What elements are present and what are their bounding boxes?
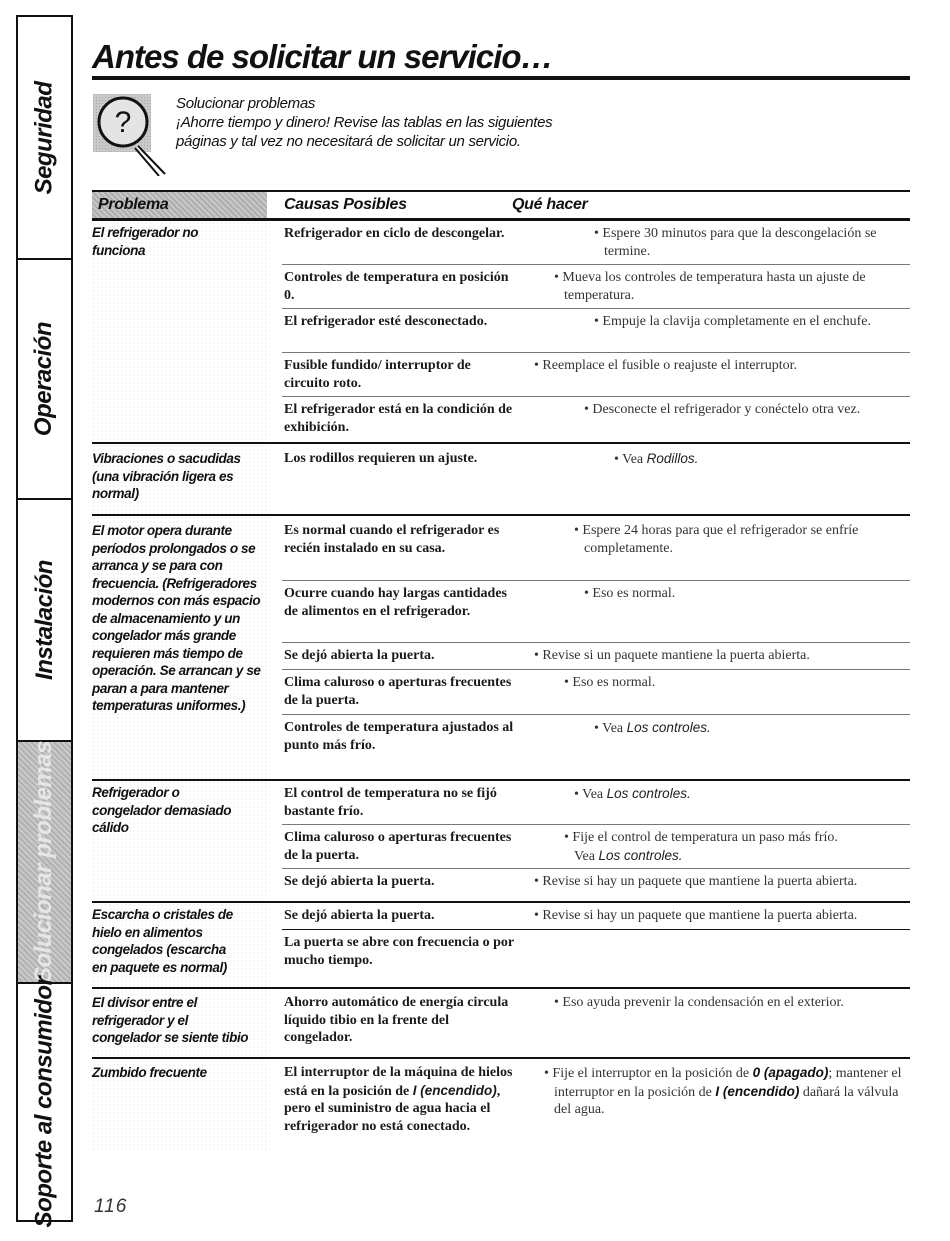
- action-text: dañará la válvula del agua.: [554, 1084, 899, 1117]
- title-rule: [92, 76, 910, 80]
- cause-cell: [282, 1064, 524, 1154]
- svg-text:?: ?: [114, 106, 132, 139]
- cause-cell: Clima caluroso o aperturas frecuentes de la puerta.: [284, 675, 512, 708]
- action-text: Desconecte el refrigerador y conéctelo otra vez.: [592, 402, 861, 417]
- cause-cell: Ocurre cuando hay largas cantidades de alimentos en el refrigerador.: [284, 586, 507, 619]
- problem-cell: El motor opera durante períodos prolongados o se arranca y se para con frecuencia. (Refrigeradores modernos con más espacio de almacenamiento y un congelador más grande requieren más tiempo de operación. Se arrancan y se paran a para mantener temperaturas uniformes.): [92, 516, 270, 779]
- action-text: Reemplace el fusible o reajuste el interruptor.: [542, 358, 798, 373]
- table-row: [282, 903, 910, 930]
- cause-cell: Se dejó abierta la puerta.: [284, 908, 435, 923]
- cause-cell: Controles de temperatura ajustados al punto más frío.: [284, 720, 514, 753]
- cause-cell: El refrigerador esté desconectado.: [284, 314, 488, 329]
- side-tab-navigation: [16, 15, 73, 1228]
- action-text: Espere 30 minutos para que la descongelación se termine.: [602, 226, 877, 259]
- side-tab-label: Operación: [30, 321, 58, 437]
- action-cell: • Espere 30 minutos para que la descongelación se termine.: [594, 226, 877, 259]
- cause-cell: Ahorro automático de energía circula líquido tibio en la frente del congelador.: [284, 995, 509, 1045]
- action-cell: • Revise si un paquete mantiene la puerta abierta.: [534, 648, 810, 663]
- action-cell: • Vea Los controles.: [594, 720, 711, 736]
- action-text: Mueva los controles de temperatura hasta un ajuste de temperatura.: [562, 270, 866, 303]
- table-row: [282, 670, 910, 715]
- side-tab-label: Seguridad: [30, 81, 58, 194]
- side-tab-solucionar-problemas[interactable]: [18, 742, 71, 984]
- switch-position-label: 0 (apagado): [752, 1065, 829, 1080]
- action-text: Empuje la clavija completamente en el enchufe.: [602, 314, 872, 329]
- action-cell: • Eso es normal.: [564, 675, 656, 690]
- cause-text: El interruptor de la máquina de hielos está en la posición de: [284, 1065, 513, 1099]
- action-text: Eso es normal.: [592, 586, 676, 601]
- intro-line: páginas y tal vez no necesitará de solicitar un servicio.: [176, 133, 521, 150]
- action-text: Vea: [582, 787, 607, 802]
- action-cell: • Desconecte el refrigerador y conéctelo otra vez.: [584, 402, 861, 417]
- table-row: [282, 781, 910, 825]
- troubleshooting-table: [92, 190, 910, 1151]
- action-text: Eso ayuda prevenir la condensación en el exterior.: [562, 995, 844, 1010]
- action-cell: • Eso ayuda prevenir la condensación en el exterior.: [554, 995, 844, 1010]
- problem-group: [92, 989, 910, 1059]
- problem-cell: Vibraciones o sacudidas (una vibración ligera es normal): [92, 444, 270, 514]
- table-row: [282, 581, 910, 643]
- problem-cell: Zumbido frecuente: [92, 1059, 270, 1151]
- cause-cell: Refrigerador en ciclo de descongelar.: [284, 226, 505, 241]
- action-text: Fije el interruptor en la posición de: [552, 1066, 753, 1081]
- side-tab-label: Instalación: [30, 560, 58, 680]
- page-number: 116: [94, 1196, 128, 1217]
- action-cell: • Fije el control de temperatura un paso más frío. Vea Los controles.: [564, 830, 838, 864]
- reference-link[interactable]: Los controles.: [626, 720, 711, 735]
- action-cell: • Fije el interruptor en la posición de 0 (apagado); mantener el interruptor en la posición de I (encendido) dañará la válvula del agua.: [544, 1065, 902, 1117]
- action-text: Vea: [622, 452, 647, 467]
- cause-cell: Los rodillos requieren un ajuste.: [284, 451, 478, 466]
- action-text: Espere 24 horas para que el refrigerador se enfríe completamente.: [582, 523, 859, 556]
- table-row: [282, 353, 910, 397]
- cause-text: , pero el suministro de agua hacia el refrigerador no está conectado.: [284, 1083, 501, 1134]
- table-row: [282, 221, 910, 265]
- action-cell: [519, 934, 910, 979]
- cause-cell: Se dejó abierta la puerta.: [284, 648, 435, 663]
- table-row: [282, 715, 910, 776]
- problem-group: [92, 1059, 910, 1151]
- switch-position-label: I (encendido): [715, 1083, 800, 1099]
- table-row: [282, 930, 910, 983]
- action-text: Revise si hay un paquete que mantiene la puerta abierta.: [542, 874, 858, 889]
- action-text: ; mantener el interruptor en la posición de: [554, 1066, 902, 1100]
- action-text: Eso es normal.: [572, 675, 656, 690]
- action-cell: • Reemplace el fusible o reajuste el interruptor.: [534, 358, 798, 373]
- problem-group: [92, 221, 910, 444]
- action-cell: • Mueva los controles de temperatura hasta un ajuste de temperatura.: [554, 270, 866, 303]
- column-header-action: Qué hacer: [512, 196, 588, 213]
- cause-cell: Fusible fundido/ interruptor de circuito roto.: [284, 358, 471, 391]
- action-text: Vea: [602, 721, 627, 736]
- reference-link[interactable]: Los controles.: [598, 847, 683, 863]
- side-tab-label: Solucionar problemas: [30, 740, 58, 984]
- action-text: Revise si un paquete mantiene la puerta abierta.: [542, 648, 810, 663]
- side-tab-operacion[interactable]: [18, 260, 71, 500]
- table-row: [282, 516, 910, 581]
- action-text: Vea: [574, 848, 599, 864]
- action-cell: • Revise si hay un paquete que mantiene la puerta abierta.: [534, 874, 858, 889]
- side-tab-soporte-al-consumidor[interactable]: [18, 976, 71, 1228]
- column-header-cause: Causas Posibles: [284, 196, 407, 213]
- cause-cell: Clima caluroso o aperturas frecuentes de la puerta.: [284, 830, 512, 863]
- magnifier-question-icon: [93, 94, 168, 176]
- side-tab-instalacion[interactable]: [18, 500, 71, 742]
- table-row: [282, 397, 910, 440]
- action-cell: • Vea Rodillos.: [614, 451, 699, 467]
- cause-cell: Controles de temperatura en posición 0.: [284, 270, 509, 303]
- table-row: [282, 1059, 910, 1158]
- table-row: [282, 265, 910, 309]
- problem-cell: El divisor entre el refrigerador y el congelador se siente tibio: [92, 989, 270, 1057]
- problem-cell: Refrigerador o congelador demasiado cálido: [92, 781, 270, 901]
- action-cell: • Empuje la clavija completamente en el enchufe.: [594, 314, 872, 329]
- side-tab-seguridad[interactable]: [18, 17, 71, 260]
- table-row: [282, 444, 910, 514]
- problem-group: [92, 444, 910, 516]
- action-cell: • Eso es normal.: [584, 586, 676, 601]
- table-row: [282, 869, 910, 895]
- action-cell: • Revise si hay un paquete que mantiene la puerta abierta.: [534, 908, 858, 923]
- table-row: [282, 989, 910, 1056]
- switch-position-label: I (encendido): [412, 1082, 497, 1098]
- problem-group: [92, 903, 910, 989]
- problem-cell: El refrigerador no funciona: [92, 221, 270, 442]
- cause-cell: El refrigerador está en la condición de exhibición.: [284, 402, 513, 435]
- problem-cell: Escarcha o cristales de hielo en alimentos congelados (escarcha en paquete es normal): [92, 903, 270, 987]
- cause-cell: El control de temperatura no se fijó bastante frío.: [284, 786, 497, 819]
- cause-cell: Se dejó abierta la puerta.: [284, 874, 435, 889]
- reference-link[interactable]: Rodillos.: [646, 451, 699, 466]
- cause-cell: Es normal cuando el refrigerador es recién instalado en su casa.: [284, 523, 500, 556]
- table-row: [282, 825, 910, 869]
- intro-line: ¡Ahorre tiempo y dinero! Revise las tablas en las siguientes: [176, 114, 553, 131]
- cause-cell: La puerta se abre con frecuencia o por mucho tiempo.: [284, 935, 514, 968]
- action-text: Revise si hay un paquete que mantiene la puerta abierta.: [542, 908, 858, 923]
- intro-heading: Solucionar problemas: [176, 95, 316, 112]
- action-text: Fije el control de temperatura un paso más frío.: [572, 830, 838, 845]
- table-header: [92, 190, 910, 221]
- table-row: [282, 309, 910, 353]
- column-header-problem: Problema: [92, 192, 267, 218]
- problem-group: [92, 516, 910, 781]
- problem-group: [92, 781, 910, 903]
- intro-text: [176, 94, 552, 151]
- table-row: [282, 643, 910, 670]
- action-cell: • Espere 24 horas para que el refrigerador se enfríe completamente.: [574, 523, 859, 556]
- page-title: Antes de solicitar un servicio…: [92, 38, 553, 75]
- side-tab-label: Soporte al consumidor: [30, 976, 58, 1228]
- reference-link[interactable]: Los controles.: [606, 786, 691, 801]
- action-cell: • Vea Los controles.: [574, 786, 691, 802]
